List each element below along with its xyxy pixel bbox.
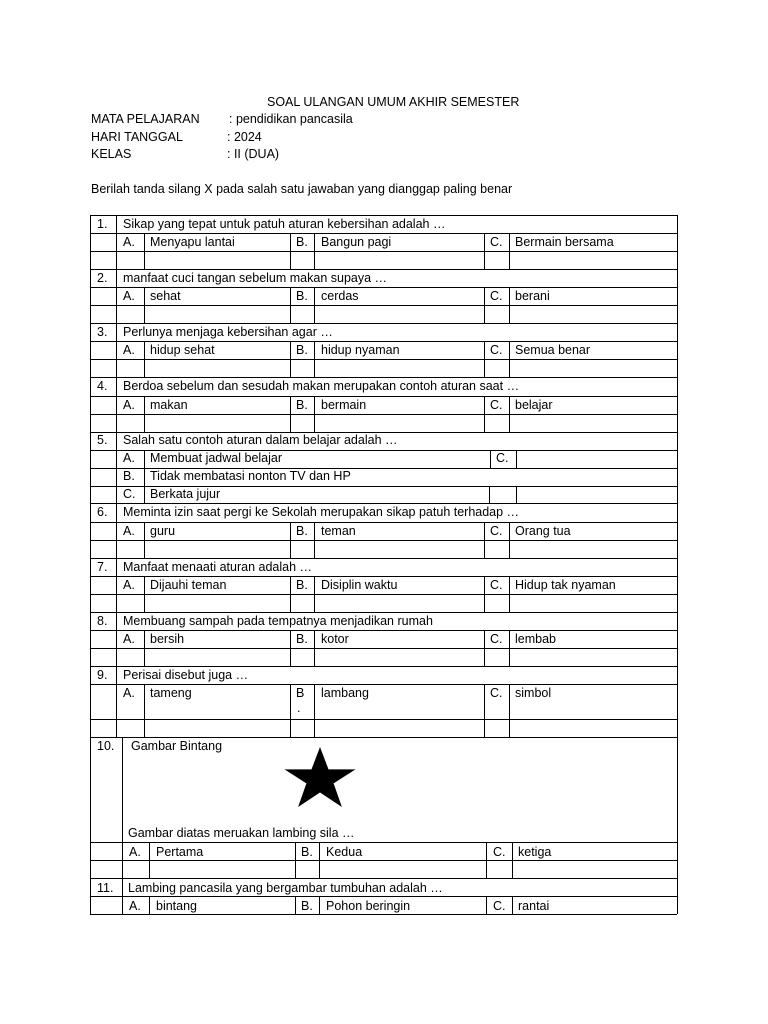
table-rule	[509, 396, 510, 432]
table-rule	[90, 287, 677, 288]
table-rule	[486, 842, 487, 878]
question-number: 9.	[97, 668, 108, 682]
table-rule	[677, 558, 678, 612]
table-rule	[116, 269, 117, 323]
option-letter-c: C.	[493, 845, 506, 859]
option-letter-a: A.	[129, 899, 141, 913]
table-rule	[677, 432, 678, 503]
table-rule	[90, 896, 677, 897]
table-rule	[484, 233, 485, 269]
option-text-a: sehat	[150, 289, 181, 303]
question-text: Perlunya menjaga kebersihan agar …	[123, 325, 333, 339]
table-rule	[144, 576, 145, 612]
table-rule	[90, 432, 91, 503]
table-rule	[290, 522, 291, 558]
option-text-a: guru	[150, 524, 176, 538]
table-rule	[90, 612, 677, 613]
option-text-b: Pohon beringin	[326, 899, 411, 913]
table-rule	[144, 450, 145, 503]
table-rule	[144, 522, 145, 558]
option-letter-a: A.	[123, 398, 135, 412]
question-text: Salah satu contoh aturan dalam belajar adalah …	[123, 433, 398, 447]
table-rule	[90, 341, 677, 342]
table-rule	[90, 878, 677, 879]
table-rule	[90, 684, 677, 685]
option-letter-a: A.	[123, 343, 135, 357]
table-rule	[149, 842, 150, 878]
option-letter-b: B.	[301, 845, 313, 859]
option-text-a: Menyapu lantai	[150, 235, 235, 249]
table-rule	[314, 522, 315, 558]
table-rule	[144, 233, 145, 269]
table-rule	[314, 630, 315, 666]
field-value-kelas: : II (DUA)	[227, 147, 280, 161]
option-text-b: lambang	[321, 686, 369, 700]
table-rule	[484, 396, 485, 432]
option-text-b: Kedua	[326, 845, 363, 859]
table-rule	[486, 896, 487, 914]
option-text-b: hidup nyaman	[321, 343, 400, 357]
option-text-a: makan	[150, 398, 188, 412]
question-text-secondary: Gambar diatas meruakan lambing sila …	[128, 826, 355, 840]
option-letter-a: A.	[123, 451, 135, 465]
field-value-hari-tanggal: : 2024	[227, 130, 262, 144]
table-rule	[314, 684, 315, 737]
option-letter-c: C.	[490, 686, 503, 700]
question-number: 7.	[97, 560, 108, 574]
option-text-c: simbol	[515, 686, 552, 700]
question-text: Meminta izin saat pergi ke Sekolah merupakan sikap patuh terhadap …	[123, 505, 520, 519]
option-letter-a: A.	[123, 578, 135, 592]
option-letter-b: B.	[296, 235, 308, 249]
option-letter-b: B.	[296, 578, 308, 592]
option-letter-b: B	[296, 686, 305, 700]
table-rule	[490, 450, 491, 468]
option-text-c: berani	[515, 289, 550, 303]
question-text: manfaat cuci tangan sebelum makan supaya …	[123, 271, 388, 285]
question-number: 6.	[97, 505, 108, 519]
table-rule	[90, 251, 677, 252]
table-rule	[290, 630, 291, 666]
option-text-c: rantai	[518, 899, 550, 913]
option-text-b: bermain	[321, 398, 367, 412]
option-letter-a: A.	[123, 686, 135, 700]
option-letter-a: A.	[129, 845, 141, 859]
table-rule	[90, 648, 677, 649]
option-text-c: Berkata jujur	[150, 487, 221, 501]
table-rule	[90, 269, 677, 270]
table-rule	[90, 323, 91, 377]
table-rule	[509, 341, 510, 377]
table-rule	[484, 576, 485, 612]
question-text: Manfaat menaati aturan adalah …	[123, 560, 313, 574]
table-rule	[90, 305, 677, 306]
option-letter-c: C.	[490, 398, 503, 412]
option-letter-c: C.	[490, 524, 503, 538]
option-letter-c-extra: C.	[496, 451, 509, 465]
table-rule	[90, 612, 91, 666]
table-rule	[314, 287, 315, 323]
option-letter-b-dot: .	[297, 701, 301, 715]
option-text-c: Hidup tak nyaman	[515, 578, 616, 592]
table-rule	[144, 630, 145, 666]
option-letter-c: C.	[490, 632, 503, 646]
table-rule	[144, 287, 145, 323]
option-text-b: Bangun pagi	[321, 235, 392, 249]
question-number: 11.	[97, 881, 114, 895]
field-label-mata-pelajaran: MATA PELAJARAN	[91, 112, 200, 126]
option-text-a: bersih	[150, 632, 185, 646]
table-rule	[677, 503, 678, 558]
table-rule	[677, 269, 678, 323]
option-text-c: Semua benar	[515, 343, 591, 357]
table-rule	[90, 503, 677, 504]
table-rule	[116, 558, 117, 612]
table-rule	[677, 215, 678, 269]
table-rule	[677, 377, 678, 432]
question-number: 10.	[97, 739, 115, 753]
option-text-c: Orang tua	[515, 524, 571, 538]
option-letter-c: C.	[123, 487, 136, 501]
option-letter-b: B.	[296, 289, 308, 303]
table-rule	[677, 323, 678, 377]
question-text: Gambar Bintang	[131, 739, 223, 753]
table-rule	[116, 323, 117, 377]
table-rule	[149, 896, 150, 914]
table-rule	[116, 666, 117, 737]
table-rule	[314, 396, 315, 432]
field-value-mata-pelajaran: : pendidikan pancasila	[229, 112, 353, 126]
table-rule	[90, 396, 677, 397]
option-text-c: belajar	[515, 398, 553, 412]
table-rule	[122, 878, 123, 914]
option-letter-c: C.	[493, 899, 506, 913]
option-letter-b: B.	[123, 469, 135, 483]
table-rule	[90, 558, 677, 559]
table-rule	[290, 396, 291, 432]
option-letter-c: C.	[490, 289, 503, 303]
option-text-b: Disiplin waktu	[321, 578, 398, 592]
table-rule	[314, 233, 315, 269]
option-letter-b: B.	[296, 343, 308, 357]
table-rule	[314, 576, 315, 612]
table-rule	[290, 684, 291, 737]
table-rule	[144, 396, 145, 432]
table-rule	[90, 737, 91, 878]
table-rule	[116, 503, 117, 558]
option-letter-c: C.	[490, 343, 503, 357]
option-text-a: Pertama	[156, 845, 204, 859]
table-rule	[90, 215, 91, 269]
table-rule	[90, 540, 677, 541]
table-rule	[290, 576, 291, 612]
option-letter-a: A.	[123, 289, 135, 303]
question-number: 5.	[97, 433, 108, 447]
table-rule	[90, 719, 677, 720]
table-rule	[90, 377, 677, 378]
table-rule	[512, 896, 513, 914]
question-text: Membuang sampah pada tempatnya menjadikan rumah	[123, 614, 433, 628]
table-rule	[509, 576, 510, 612]
table-rule	[484, 522, 485, 558]
option-letter-c: C.	[490, 235, 503, 249]
table-rule	[290, 287, 291, 323]
question-number: 2.	[97, 271, 108, 285]
table-rule	[90, 503, 91, 558]
question-text: Berdoa sebelum dan sesudah makan merupakan contoh aturan saat …	[123, 379, 520, 393]
option-text-b: Tidak membatasi nonton TV dan HP	[150, 469, 351, 483]
table-rule	[484, 287, 485, 323]
table-rule	[90, 414, 677, 415]
table-rule	[90, 576, 677, 577]
table-rule	[90, 215, 677, 216]
option-letter-b: B.	[296, 398, 308, 412]
table-rule	[90, 860, 677, 861]
document-title: SOAL ULANGAN UMUM AKHIR SEMESTER	[267, 95, 520, 109]
table-rule	[90, 878, 91, 914]
table-rule	[509, 684, 510, 737]
option-text-c: ketiga	[518, 845, 552, 859]
table-rule	[484, 684, 485, 737]
table-rule	[90, 666, 91, 737]
field-label-kelas: KELAS	[91, 147, 132, 161]
table-rule	[295, 896, 296, 914]
table-rule	[144, 684, 145, 737]
table-rule	[90, 737, 677, 738]
table-rule	[116, 377, 117, 432]
option-letter-b: B.	[301, 899, 313, 913]
table-rule	[90, 630, 677, 631]
table-rule	[116, 215, 117, 269]
option-text-c: lembab	[515, 632, 556, 646]
table-rule	[489, 486, 490, 503]
question-number: 8.	[97, 614, 108, 628]
option-text-a: bintang	[156, 899, 198, 913]
question-text: Sikap yang tepat untuk patuh aturan kebersihan adalah …	[123, 217, 446, 231]
table-rule	[509, 630, 510, 666]
table-rule	[116, 432, 117, 503]
table-rule	[319, 896, 320, 914]
option-text-b: kotor	[321, 632, 349, 646]
option-letter-a: A.	[123, 632, 135, 646]
table-rule	[484, 630, 485, 666]
table-rule	[90, 269, 91, 323]
table-rule	[290, 233, 291, 269]
table-rule	[509, 287, 510, 323]
table-rule	[90, 323, 677, 324]
option-letter-b: B.	[296, 524, 308, 538]
table-rule	[90, 594, 677, 595]
star-icon	[282, 745, 358, 809]
question-number: 3.	[97, 325, 108, 339]
table-rule	[144, 341, 145, 377]
option-text-a: Membuat jadwal belajar	[150, 451, 283, 465]
question-text: Perisai disebut juga …	[123, 668, 249, 682]
table-rule	[290, 341, 291, 377]
table-rule	[90, 842, 677, 843]
table-rule	[90, 522, 677, 523]
instruction-text: Berilah tanda silang X pada salah satu jawaban yang dianggap paling benar	[91, 182, 513, 196]
option-text-b: cerdas	[321, 289, 359, 303]
field-label-hari-tanggal: HARI TANGGAL	[91, 130, 183, 144]
option-letter-b: B.	[296, 632, 308, 646]
table-rule	[90, 233, 677, 234]
option-text-c: Bermain bersama	[515, 235, 614, 249]
table-rule	[295, 842, 296, 878]
option-text-b: teman	[321, 524, 356, 538]
option-letter-c: C.	[490, 578, 503, 592]
table-rule	[90, 377, 91, 432]
table-rule	[90, 359, 677, 360]
table-rule	[319, 842, 320, 878]
question-text: Lambing pancasila yang bergambar tumbuhan adalah …	[128, 881, 443, 895]
option-letter-a: A.	[123, 524, 135, 538]
table-rule	[516, 450, 517, 468]
table-rule	[512, 842, 513, 878]
table-rule	[509, 522, 510, 558]
table-rule	[90, 666, 677, 667]
option-text-a: Dijauhi teman	[150, 578, 227, 592]
table-rule	[90, 558, 91, 612]
table-rule	[677, 737, 678, 878]
table-rule	[484, 341, 485, 377]
option-text-a: tameng	[150, 686, 192, 700]
table-rule	[90, 914, 677, 915]
option-text-a: hidup sehat	[150, 343, 215, 357]
table-rule	[509, 233, 510, 269]
table-rule	[122, 737, 123, 878]
table-rule	[677, 612, 678, 666]
question-number: 1.	[97, 217, 108, 231]
option-letter-a: A.	[123, 235, 135, 249]
table-rule	[314, 341, 315, 377]
table-rule	[516, 486, 517, 503]
table-rule	[116, 612, 117, 666]
table-rule	[677, 878, 678, 914]
table-rule	[677, 666, 678, 737]
question-number: 4.	[97, 379, 108, 393]
